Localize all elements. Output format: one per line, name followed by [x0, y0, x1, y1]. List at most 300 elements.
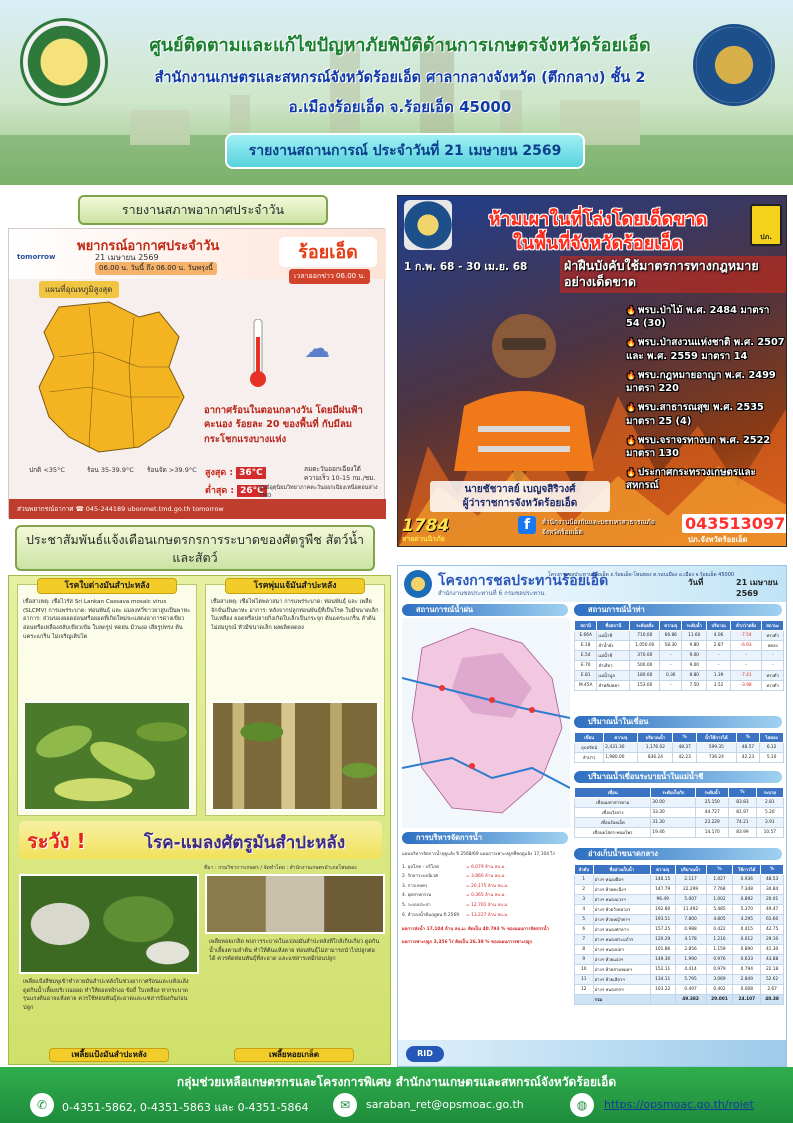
table-cell: -3.98	[730, 681, 762, 691]
table-row	[575, 955, 784, 965]
irrigation-footer-text: โครงการชลประทานร้อยเอ็ด ถ.ร้อยเอ็ด-โพนทอง ต.รอบเมือง อ.เมือง จ.ร้อยเอ็ด 45000	[548, 572, 735, 578]
footer-phone: 0-4351-5862, 0-4351-5863 และ 0-4351-5864	[62, 1101, 309, 1114]
weather-footer: ส่วนพยากรณ์อากาศ ☎ 045-244189 ubonmet.tmd.go.th tomorrow	[9, 499, 386, 519]
table-cell: 120.29	[650, 935, 675, 945]
table-cell: 149.30	[650, 955, 675, 965]
ban-area: ในพื้นที่จังหวัดร้อยเอ็ด	[513, 233, 683, 254]
center-title: ศูนย์ติดตามและแก้ไขปัญหาภัยพิบัติด้านการเกษตรจังหวัดร้อยเอ็ด	[149, 35, 651, 56]
hotline-label: สายด่วนนิรภัย	[402, 535, 445, 543]
table-row	[575, 641, 784, 651]
table-cell: 48.53	[761, 875, 784, 885]
table-row	[575, 651, 784, 661]
table-cell: 2	[575, 885, 594, 895]
table-cell: 31.30	[651, 818, 696, 828]
table-cell: 66.86	[660, 631, 682, 641]
table-cell: 101.86	[650, 945, 675, 955]
table-row	[575, 818, 784, 828]
table-row	[575, 975, 784, 985]
cassava-broom-photo	[211, 701, 379, 811]
table-cell: อ่างฯ ห้วยสามหมอฯ	[593, 965, 650, 975]
table-header-row	[575, 621, 784, 631]
weather-brand: tomorrow	[17, 253, 56, 261]
pest-card-witches-broom-title: โรคพุ่มแจ้มันสำปะหลัง	[225, 578, 365, 594]
law-item: 🔥 ประกาศกระทรวงเกษตรและสหกรณ์	[626, 466, 786, 492]
table-cell: 0.976	[706, 955, 733, 965]
disaster-dept-logo: ปภ.	[750, 204, 782, 246]
table-cell: 0.979	[706, 965, 733, 975]
table-cell: 1,176.02	[638, 743, 673, 753]
table-cell: ทรงตัว	[762, 681, 784, 691]
table-cell: 0.402	[706, 985, 733, 995]
contact-phone-label: ปภ.จังหวัดร้อยเอ็ด	[688, 535, 748, 544]
column-header: %	[736, 733, 760, 743]
table-cell: 24.107	[733, 995, 761, 1005]
table-cell: อ่างฯ หนองผือฯ	[593, 875, 650, 885]
irrigation-footer	[398, 1040, 787, 1067]
law-item: 🔥 พรบ.จราจรทางบก พ.ศ. 2522 มาตรา 130	[626, 434, 786, 460]
table-cell: 83.83	[729, 798, 756, 808]
table-cell: 19.46	[651, 828, 696, 838]
table-cell: 4.805	[706, 915, 733, 925]
table-cell: 12	[575, 985, 594, 995]
table-cell: 836.24	[638, 753, 673, 763]
water-management-summary	[402, 844, 568, 1038]
table-cell: อ่างฯ ห้วยคะนึงฯ	[593, 885, 650, 895]
governor-portrait	[434, 296, 614, 471]
province-seal-logo	[693, 24, 775, 106]
table-cell: 1.027	[706, 875, 733, 885]
table-cell: 22.299	[675, 885, 706, 895]
table-cell: 34.84	[761, 885, 784, 895]
irrigation-river-map	[402, 618, 570, 828]
law-item: 🔥 พรบ.กฎหมายอาญา พ.ศ. 2499 มาตรา 220	[626, 369, 786, 395]
management-item-value: = 0.365 ล้าน ลบ.ม.	[466, 893, 506, 899]
table-cell: 1.39	[707, 671, 731, 681]
governor-caption	[430, 481, 610, 512]
table-cell: 42.23	[673, 753, 697, 763]
table-row	[575, 885, 784, 895]
table-cell: 0.36	[660, 671, 682, 681]
rid-logo: RID	[406, 1046, 444, 1062]
table-cell: 30.00	[651, 798, 696, 808]
pest-section-label: ประชาสัมพันธ์แจ้งเตือนเกษตรกรการระบาดของศัตรูพืช สัตว์น้ำ และสัตว์	[15, 525, 375, 571]
column-header: เขื่อน	[575, 733, 604, 743]
management-items	[402, 865, 568, 920]
table-row	[575, 945, 784, 955]
table-cell: 33.30	[651, 808, 696, 818]
table-cell: 5.007	[675, 895, 706, 905]
pest-source: ที่มา : กรมวิชาการเกษตร / จัดทำโดย : สำนักงานเกษตรอำเภอโพนทอง	[204, 865, 357, 871]
table-row	[575, 965, 784, 975]
table-cell: 43.88	[761, 955, 784, 965]
table-row	[575, 985, 784, 995]
governor-title: ผู้ว่าราชการจังหวัดร้อยเอ็ด	[462, 497, 578, 509]
table-cell: 0.415	[733, 925, 761, 935]
pest-warning-panel	[8, 575, 391, 1065]
table-cell: 52.62	[761, 975, 784, 985]
management-item-label: 2. รักษาระบบนิเวศ	[402, 874, 439, 880]
table-cell: 193.51	[650, 915, 675, 925]
mealybug-photo	[19, 874, 199, 974]
table-cell: เขื่อนมหาสารคาม	[575, 798, 651, 808]
irrigation-date: 21 เมษายน 2569	[736, 578, 778, 598]
table-cell: 10	[575, 965, 594, 975]
table-cell: 14.170	[696, 828, 729, 838]
column-header: เขื่อน	[575, 788, 651, 798]
table-cell: 8	[575, 945, 594, 955]
table-cell: E.66A	[575, 631, 597, 641]
table-cell: แม่น้ำชี	[597, 651, 630, 661]
legend-very-hot: ร้อนจัด >39.9°C	[147, 466, 197, 474]
table-cell: -	[660, 661, 682, 671]
table-cell: 4	[575, 905, 594, 915]
table-row	[575, 743, 784, 753]
table-cell: 40.38	[761, 995, 784, 1005]
management-intro: แผนบริหารจัดการน้ำฤดูแล้ง ปี 2568/69 แผนการเพาะปลูกพืชฤดูแล้ง 17,104 ไร่	[402, 852, 556, 857]
table-cell: แม่น้ำชี	[597, 631, 630, 641]
management-note: ผลการเพาะปลูก 3,356 ไร่ คิดเป็น 26.38 % ของแผนการเพาะปลูก	[402, 939, 533, 945]
table-cell: 153.00	[630, 681, 660, 691]
table-cell: 192.80	[650, 905, 675, 915]
table-cell: 5.795	[675, 975, 706, 985]
weather-issue-time: เวลาออกข่าว 06.00 น.	[289, 269, 370, 284]
column-header: %	[729, 788, 756, 798]
globe-icon: ◍	[570, 1093, 594, 1117]
column-header: ปริมาณ	[707, 621, 731, 631]
table-cell: 9	[575, 955, 594, 965]
table-header-row	[575, 788, 784, 798]
table-cell: -	[660, 651, 682, 661]
management-item-value: = 13.227 ล้าน ลบ.ม.	[466, 912, 509, 918]
table-cell: 7.800	[675, 915, 706, 925]
ban-title: ห้ามเผาในที่โล่งโดยเด็ดขาด	[488, 209, 708, 230]
column-header: ระดับตลิ่ง	[630, 621, 660, 631]
table-cell: 103.22	[650, 985, 675, 995]
river-station-table	[574, 620, 784, 691]
facebook-page-name: สำนักงานป้องกันและบรรเทาสาธารณภัยจังหวัดร้อยเอ็ด	[542, 518, 655, 536]
table-cell: 1.159	[706, 945, 733, 955]
table-cell: ลำพลับพลา	[597, 681, 630, 691]
table-cell: 42.75	[761, 925, 784, 935]
table-row	[575, 828, 784, 838]
table-cell: อ่างฯ หนองแวงฯ	[593, 895, 650, 905]
management-item-label: 4. อุตสาหกรรม	[402, 893, 432, 899]
table-cell: 1.216	[706, 935, 733, 945]
irrigation-report-panel	[397, 565, 787, 1067]
table-cell: E.18	[575, 641, 597, 651]
column-header: ไหลลง	[760, 733, 784, 743]
scale-insect-photo	[205, 874, 385, 934]
facebook-icon: f	[518, 516, 536, 534]
table-cell: ลำน้ำยัง	[597, 641, 630, 651]
table-row	[575, 661, 784, 671]
column-header: %	[761, 865, 784, 875]
table-cell: 58.30	[660, 641, 682, 651]
table-cell: 7.768	[706, 885, 733, 895]
column-header: ชื่ออ่างเก็บน้ำ	[593, 865, 650, 875]
governor-name: นายชัชวาลย์ เบญจสิริวงศ์	[464, 484, 576, 495]
thermometer-icon	[249, 319, 267, 389]
table-cell: ลำปาว	[575, 753, 604, 763]
management-item	[402, 884, 568, 891]
table-row	[575, 895, 784, 905]
table-cell: 20.01	[761, 895, 784, 905]
table-cell: -6.93	[730, 641, 762, 651]
table-row	[575, 681, 784, 691]
table-cell: -	[660, 681, 682, 691]
column-header: ความจุ	[650, 865, 675, 875]
column-header: ปริมาณน้ำ	[638, 733, 673, 743]
office-address: อ.เมืองร้อยเอ็ด จ.ร้อยเอ็ด 45000	[288, 98, 512, 116]
table-cell: 599.35	[697, 743, 737, 753]
table-cell: 2.87	[707, 641, 731, 651]
mealybug-text: เพลี้ยแป้งสีชมพูเข้าทำลายมันสำปะหลังในช่วงอากาศร้อนและแห้งแล้ง ดูดกินน้ำเลี้ยงบริเวณยอด ทำให้ยอดหงิกงอ ข้อถี่ ใบเหลือง หากระบาดรุนแรงต้นอาจแห้งตาย ควรใช้ท่อนพันธุ์สะอาดและแช่สารป้องกันก่อนปลูก	[23, 979, 189, 1011]
mealybug-label: เพลี้ยแป้งมันสำปะหลัง	[49, 1048, 169, 1062]
pest-card-mosaic-title: โรคใบด่างมันสำปะหลัง	[37, 578, 177, 594]
management-item-label: 1. อุปโภค - บริโภค	[402, 864, 439, 870]
reservoir-section-title: ปริมาณน้ำในเขื่อน	[574, 716, 782, 728]
scale-insect-text: เพลี้ยหอยเกล็ด พบการระบาดในแปลงมันสำปะหลังที่ใกล้เก็บเกี่ยว ดูดกินน้ำเลี้ยงตามลำต้น ทำให้ต้นแห้งตาย ท่อนพันธุ์ไม่สามารถนำไปปลูกต่อได้ ควรคัดท่อนพันธุ์ที่สะอาด และแช่สารเคมีก่อนปลูก	[209, 939, 380, 963]
table-cell: 500.00	[630, 661, 660, 671]
table-cell: 5.370	[733, 905, 761, 915]
river-section-title: สถานการณ์น้ำท่า	[574, 604, 782, 616]
table-cell: 7.50	[682, 681, 707, 691]
table-cell: 10.57	[756, 828, 783, 838]
table-cell: E.70	[575, 661, 597, 671]
table-cell: 42.23	[736, 753, 760, 763]
table-cell: 180.00	[630, 671, 660, 681]
management-item-label: 5. ระบบประปา	[402, 903, 431, 909]
table-cell: อ่างฯ ห้วยแอ่งฯ	[593, 955, 650, 965]
table-cell: 0.892	[733, 895, 761, 905]
temperature-legend	[29, 465, 199, 487]
table-cell: อ่างฯ ห้วยเสียวฯ	[593, 975, 650, 985]
law-item: 🔥 พรบ.ป่าสงวนแห่งชาติ พ.ศ. 2507 และ พ.ศ. 2559 มาตรา 14	[626, 336, 786, 362]
column-header: ระดับน้ำ	[682, 621, 707, 631]
table-row	[575, 875, 784, 885]
column-header: ความจุ	[604, 733, 638, 743]
table-header-row	[575, 865, 784, 875]
beware-title: โรค-แมลงศัตรูมันสำปะหลัง	[144, 833, 346, 853]
province-seal-logo	[404, 200, 452, 250]
table-cell: อ่างฯ หนองกกฯ	[593, 985, 650, 995]
column-header: ระดับเก็บกัก	[651, 788, 696, 798]
management-item-value: = 20.175 ล้าน ลบ.ม.	[466, 883, 509, 889]
table-cell: -	[730, 661, 762, 671]
table-cell: 2.856	[675, 945, 706, 955]
medium-reservoir-section-title: อ่างเก็บน้ำขนาดกลาง	[574, 848, 782, 860]
management-item-value: = 12.701 ล้าน ลบ.ม.	[466, 903, 509, 909]
table-cell: 0.988	[675, 925, 706, 935]
table-cell: 96.49	[650, 895, 675, 905]
law-item: 🔥 พรบ.สาธารณสุข พ.ศ. 2535 มาตรา 25 (4)	[626, 401, 786, 427]
province-temperature-map	[19, 297, 195, 457]
table-cell: 3.52	[707, 681, 731, 691]
table-cell: 3	[575, 895, 594, 905]
table-cell: อ่างฯ หนองศาลาฯ	[593, 925, 650, 935]
table-cell: 7	[575, 935, 594, 945]
irrigation-subtitle: สำนักงานชลประทานที่ 6 กรมชลประทาน	[438, 590, 545, 597]
table-cell: ลดลง	[762, 641, 784, 651]
wind-info: ลมตะวันออกเฉียงใต้ ความเร็ว 10-15 กม./ชม.	[304, 465, 376, 483]
table-cell: 2.81	[756, 798, 783, 808]
footer-email[interactable]: saraban_ret@opsmoac.go.th	[366, 1098, 524, 1111]
ban-date-range: 1 ก.พ. 68 - 30 เม.ย. 68	[404, 261, 528, 273]
email-icon: ✉	[333, 1093, 357, 1117]
table-cell: 152.11	[650, 965, 675, 975]
table-cell: 2.117	[675, 875, 706, 885]
table-cell: ลำเสียว	[597, 661, 630, 671]
release-section-title: ปริมาณน้ำเขื่อนระบายน้ำในแม่น้ำชี	[574, 771, 782, 783]
table-cell: 3.91	[756, 818, 783, 828]
table-row	[575, 915, 784, 925]
management-item	[402, 893, 568, 900]
column-header: ชื่อสถานี	[597, 621, 630, 631]
management-item	[402, 903, 568, 910]
scale-insect-label: เพลี้ยหอยเกล็ด	[234, 1048, 354, 1062]
footer-website-link[interactable]: https://opsmoac.go.th/roiet	[604, 1098, 754, 1111]
irrigation-date-label: วันที่	[688, 578, 704, 587]
legend-hot: ร้อน 35-39.9°C	[87, 466, 134, 474]
weather-title: พยากรณ์อากาศประจำวัน	[77, 239, 220, 254]
pest-card-witches-broom-text: เชื้อสาเหตุ: เชื้อไฟโตพลาสมา การแพร่ระบาด: ท่อนพันธุ์ และ เพลี้ยจักจั่นเป็นพาหะ อาการ: หลังจากปลูกท่อนพันธุ์ที่เป็นโรค ใบมีขนาดเล็ก ใบเหลือง ยอดหรือปลายกิ่งเกิดใบเล็กเป็นกระจุก ต้นแคระแกร็น ลำต้นไม่สมบูรณ์ หัวมีขนาดเล็ก ผลผลิตลดลง	[211, 599, 379, 631]
management-section-title: การบริหารจัดการน้ำ	[402, 832, 568, 844]
table-cell: -	[707, 661, 731, 671]
table-cell: 0.794	[733, 965, 761, 975]
temperature-map-title: แผนที่อุณหภูมิสูงสุด	[39, 281, 119, 298]
table-cell: 49.382	[675, 995, 706, 1005]
management-item	[402, 865, 568, 872]
table-cell: 1,980.00	[604, 753, 638, 763]
column-header: %	[706, 865, 733, 875]
table-cell: 29.001	[706, 995, 733, 1005]
min-temp-label: ต่ำสุด :	[205, 486, 234, 496]
table-cell: 0.008	[733, 985, 761, 995]
column-header: ระดับน้ำ	[696, 788, 729, 798]
table-cell: -	[707, 651, 731, 661]
column-header: ต่ำกว่าตลิ่ง	[730, 621, 762, 631]
table-cell: 9.80	[682, 641, 707, 651]
office-title: สำนักงานเกษตรและสหกรณ์จังหวัดร้อยเอ็ด ศาลากลางจังหวัด (ตึกกลาง) ชั้น 2	[154, 70, 646, 86]
table-row	[575, 798, 784, 808]
table-cell: 22.18	[761, 965, 784, 975]
table-cell: 48.57	[736, 743, 760, 753]
table-cell: เขื่อนร้อยเอ็ด	[575, 818, 651, 828]
table-cell: ทรงตัว	[762, 671, 784, 681]
table-cell: 11	[575, 975, 594, 985]
table-row	[575, 935, 784, 945]
table-cell: 0.422	[706, 925, 733, 935]
table-cell: 23.229	[696, 818, 729, 828]
table-cell: 11.492	[675, 905, 706, 915]
weather-description: อากาศร้อนในตอนกลางวัน โดยมีฝนฟ้าคะนอง ร้อยละ 20 ของพื้นที่ กับมีลมกระโชกแรงบางแห่ง	[204, 405, 363, 445]
management-item-value: = 3.860 ล้าน ลบ.ม.	[466, 874, 506, 880]
footer-title: กลุ่มช่วยเหลือเกษตรกรและโครงการพิเศษ สำนักงานเกษตรและสหกรณ์จังหวัดร้อยเอ็ด	[176, 1075, 617, 1089]
table-cell: 6.12	[760, 743, 784, 753]
pest-card-mosaic-text: เชื้อสาเหตุ: เชื้อไวรัส Sri Lankan Cassava mosaic virus (SLCMV) การแพร่ระบาด: ท่อนพันธุ์ และ แมลงหวี่ขาวยาสูบเป็นพาหะ อาการ: ส่วนของยอดอ่อนหรือยอดที่เกิดใหม่จะแสดงอาการด่างเขียวอ่อนหรือเหลืองสลับเขียวเข้ม ใบลดรูป หดย่น ม้วนงอ เสียรูปทรง ต้นแคระแกร็น ไม่เจริญเติบโต	[23, 599, 191, 640]
table-cell: 6	[575, 925, 594, 935]
table-cell: 0.012	[733, 935, 761, 945]
table-cell: เขื่อนยโสธร-พนมไพร	[575, 828, 651, 838]
table-cell: 0.633	[733, 955, 761, 965]
report-date-banner: รายงานสถานการณ์ ประจำวันที่ 21 เมษายน 2569	[225, 133, 585, 169]
table-cell: -	[762, 661, 784, 671]
table-cell: อ่างฯ หนองสระแก้วฯ	[593, 935, 650, 945]
column-header: น้ำใช้การได้	[697, 733, 737, 743]
table-cell: -	[730, 651, 762, 661]
reservoir-table	[574, 732, 784, 763]
table-cell: 2.849	[733, 975, 761, 985]
thunderstorm-cloud-icon: ☁	[304, 334, 330, 364]
no-burning-announcement	[397, 195, 787, 547]
table-cell: อุบลรัตน์	[575, 743, 604, 753]
table-row	[575, 753, 784, 763]
management-result: ผลการส่งน้ำ 17,104 ล้าน ลบ.ม. คิดเป็น 40.793 % ของแผนการจัดสรรน้ำ	[402, 927, 549, 933]
table-cell: 83.99	[729, 828, 756, 838]
management-item-label: 6. สำรองน้ำต้นฤดูฝน ปี 2569	[402, 912, 460, 918]
table-cell: 5.20	[756, 808, 783, 818]
table-cell: 147.79	[650, 885, 675, 895]
table-cell: 140.15	[650, 875, 675, 885]
table-cell: -7.54	[730, 631, 762, 641]
table-cell: 29.10	[761, 935, 784, 945]
weather-forecast-panel	[8, 228, 385, 518]
table-cell: 44.727	[696, 808, 729, 818]
weather-agency: ศูนย์อุตุนิยมวิทยาภาคตะวันออกเฉียงเหนือตอนล่าง TMD	[259, 485, 378, 499]
table-cell: 370.00	[630, 651, 660, 661]
temperature-readout	[205, 465, 267, 497]
contact-phone: 043513097	[682, 514, 787, 533]
table-cell: 9.00	[682, 651, 707, 661]
table-cell: 11.60	[682, 631, 707, 641]
management-item-value: = 6.079 ล้าน ลบ.ม.	[466, 864, 506, 870]
table-cell: -7.41	[730, 671, 762, 681]
column-header: ปริมาณน้ำ	[675, 865, 706, 875]
table-cell: เขื่อนวังยาง	[575, 808, 651, 818]
beware-banner	[19, 821, 382, 859]
law-item: 🔥 พรบ.ป่าไม้ พ.ศ. 2484 มาตรา 54 (30)	[626, 304, 786, 330]
max-temp-label: สูงสุด :	[205, 468, 233, 478]
law-list	[626, 304, 786, 499]
table-cell: 1,050.00	[630, 641, 660, 651]
column-header: ความจุ	[660, 621, 682, 631]
beware-word: ระวัง !	[27, 829, 86, 853]
table-cell: 7.348	[733, 885, 761, 895]
table-cell: อ่างฯ หนองบ่อฯ	[593, 945, 650, 955]
table-total-row	[575, 995, 784, 1005]
table-cell: 2.67	[761, 985, 784, 995]
table-cell: 81.97	[729, 808, 756, 818]
table-row	[575, 808, 784, 818]
hotline-number: 1784	[402, 516, 450, 536]
weather-date: 21 เมษายน 2569	[95, 253, 159, 262]
table-cell: 74.21	[729, 818, 756, 828]
rain-section-title: สถานการณ์น้ำฝน	[402, 604, 568, 616]
table-cell: ทรงตัว	[762, 631, 784, 641]
table-cell: 4.178	[675, 935, 706, 945]
column-header: %	[673, 733, 697, 743]
management-item-label: 3. การเกษตร	[402, 883, 428, 889]
cassava-mosaic-photo	[23, 701, 191, 811]
table-cell: 3.069	[706, 975, 733, 985]
table-cell: E.54	[575, 651, 597, 661]
table-cell: 1	[575, 875, 594, 885]
medium-reservoir-table	[574, 864, 784, 1005]
table-cell: 4.414	[675, 965, 706, 975]
table-cell: อ่างฯ ห้วยหญ้าคาฯ	[593, 915, 650, 925]
max-temp-value: 36°C	[236, 467, 266, 479]
table-cell: อ่างฯ ห้วยวังหลวงฯ	[593, 905, 650, 915]
